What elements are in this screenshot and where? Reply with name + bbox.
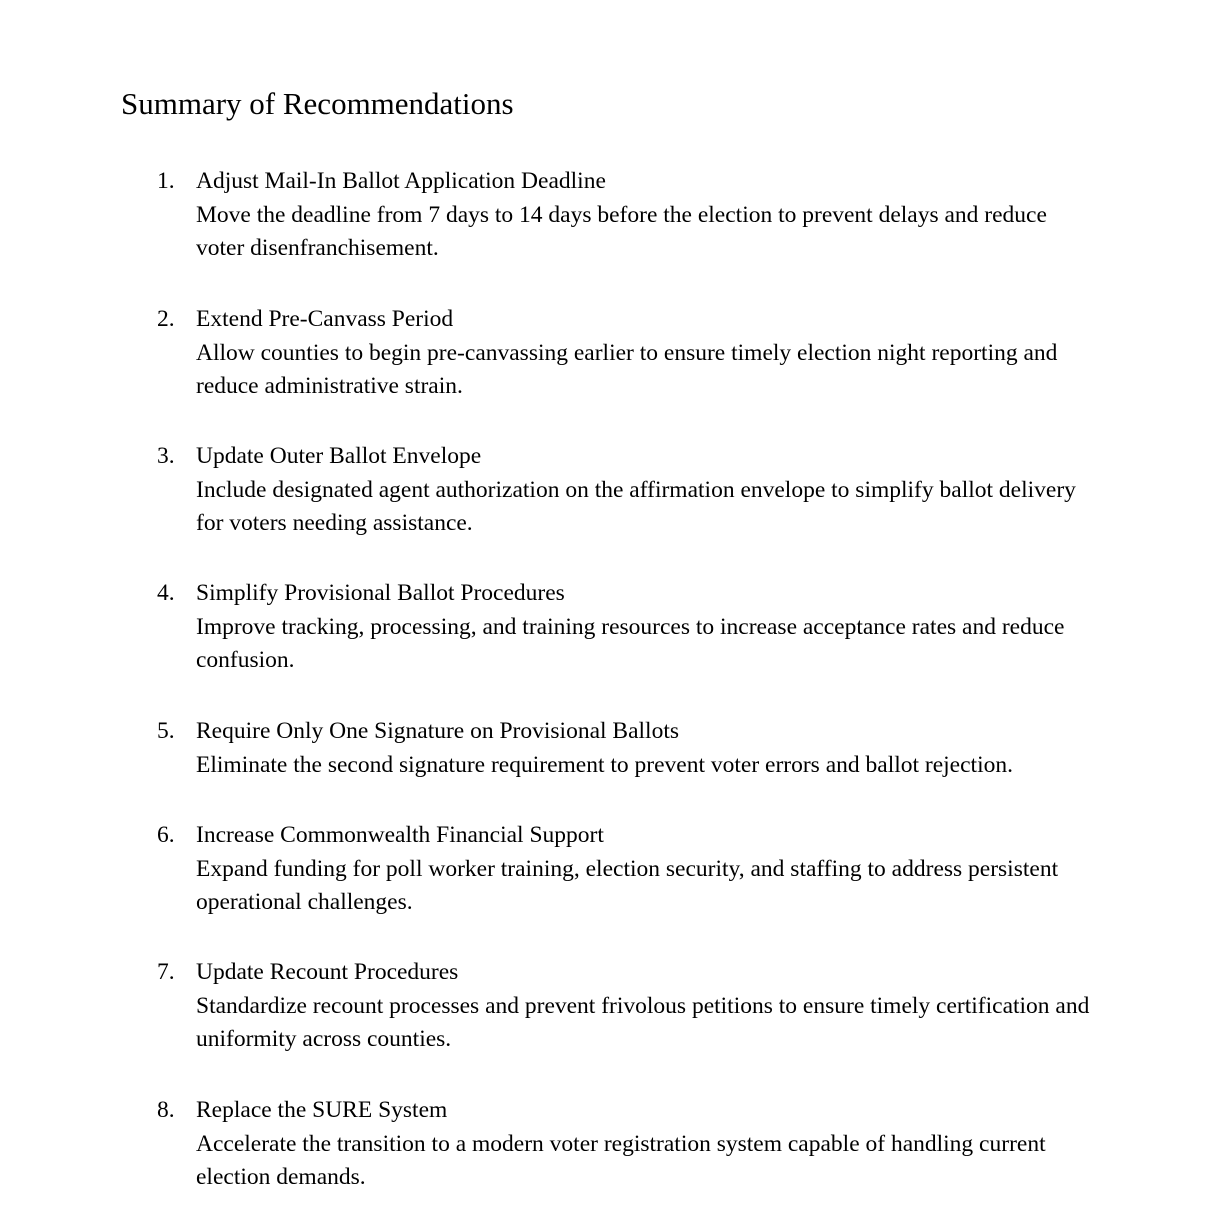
item-description: Include designated agent authorization on the affirmation envelope to simplify ballot delivery for voters needing assistance. <box>196 476 1076 536</box>
item-number: 3. <box>157 443 175 469</box>
item-number: 8. <box>157 1097 175 1123</box>
item-description: Eliminate the second signature requirement to prevent voter errors and ballot rejection. <box>196 751 1013 778</box>
item-description: Expand funding for poll worker training, election security, and staffing to address persistent operational challenges. <box>196 855 1059 915</box>
item-heading: Increase Commonwealth Financial Support <box>196 822 604 848</box>
item-heading: Replace the SURE System <box>196 1097 448 1123</box>
item-body <box>196 440 1091 541</box>
item-description: Allow counties to begin pre-canvassing earlier to ensure timely election night reporting and reduce administrative strain. <box>196 339 1058 399</box>
item-number: 6. <box>157 822 175 848</box>
item-description: Accelerate the transition to a modern voter registration system capable of handling current election demands. <box>196 1130 1046 1190</box>
item-heading: Require Only One Signature on Provisional Ballots <box>196 718 680 744</box>
item-body <box>196 1094 1091 1195</box>
item-heading: Adjust Mail-In Ballot Application Deadline <box>196 168 606 194</box>
item-body <box>196 715 1091 782</box>
item-body <box>196 303 1091 404</box>
item-heading: Extend Pre-Canvass Period <box>196 306 454 332</box>
item-body <box>196 165 1091 266</box>
item-description: Standardize recount processes and prevent frivolous petitions to ensure timely certification and uniformity across counties. <box>196 992 1090 1052</box>
item-description: Improve tracking, processing, and training resources to increase acceptance rates and reduce confusion. <box>196 613 1065 673</box>
item-number: 2. <box>157 306 175 332</box>
item-body <box>196 956 1091 1057</box>
item-number: 1. <box>157 168 175 194</box>
item-body <box>196 577 1091 678</box>
item-number: 4. <box>157 580 175 606</box>
item-description: Move the deadline from 7 days to 14 days before the election to prevent delays and reduce voter disenfranchisement. <box>196 201 1047 261</box>
item-number: 5. <box>157 718 175 744</box>
page-title: Summary of Recommendations <box>121 86 514 121</box>
item-heading: Simplify Provisional Ballot Procedures <box>196 580 565 606</box>
item-heading: Update Outer Ballot Envelope <box>196 443 482 469</box>
item-number: 7. <box>157 959 175 985</box>
item-body <box>196 819 1091 920</box>
item-heading: Update Recount Procedures <box>196 959 459 985</box>
